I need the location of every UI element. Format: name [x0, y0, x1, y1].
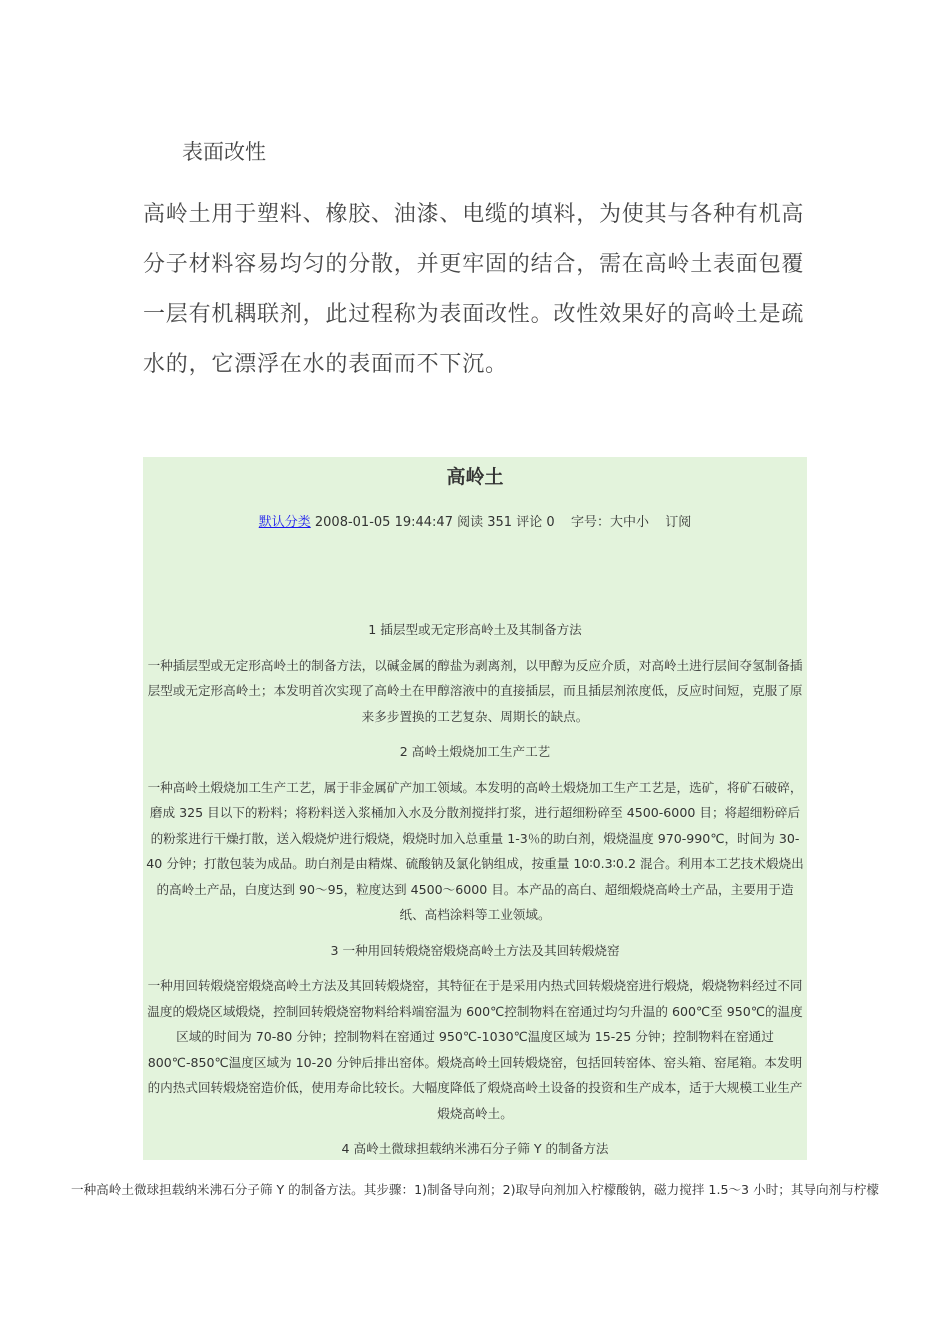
article-panel — [143, 457, 807, 1160]
section-heading: 表面改性 — [182, 140, 266, 164]
section-2-body: 一种高岭土煅烧加工生产工艺，属于非金属矿产加工领域。本发明的高岭土煅烧加工生产工艺是，选矿，将矿石破碎，磨成 325 目以下的粉料；将粉料送入浆桶加入水及分散剂搅拌打浆，进行超细粉碎至 4500-6000 目；将超细粉碎后的粉浆进行干燥打散，送入煅烧炉进行煅烧，煅烧时加入总重量 1-3％的助白剂，煅烧温度 970-990℃，时间为 30-40 分钟；打散包装为成品。助白剂是由精煤、硫酸钠及氯化钠组成，按重量 10∶0.3∶0.2 混合。利用本工艺技术煅烧出的高岭土产品，白度达到 90～95，粒度达到 4500～6000 目。本产品的高白、超细煅烧高岭土产品，主要用于造纸、高档涂料等工业领域。 — [146, 779, 804, 922]
category-link[interactable]: 默认分类 — [258, 515, 311, 530]
article-title: 高岭土 — [446, 466, 504, 488]
section-1-body: 一种插层型或无定形高岭土的制备方法，以碱金属的醇盐为剥离剂，以甲醇为反应介质，对高岭土进行层间夺氢制备插层型或无定形高岭土；本发明首次实现了高岭土在甲醇溶液中的直接插层，而且插层剂浓度低，反应时间短，克服了原来多步置换的工艺复杂、周期长的缺点。 — [147, 657, 803, 724]
intro-paragraph: 高岭土用于塑料、橡胶、油漆、电缆的填料，为使其与各种有机高分子材料容易均匀的分散，并更牢固的结合，需在高岭土表面包覆一层有机耦联剂，此过程称为表面改性。改性效果好的高岭土是疏水的，它漂浮在水的表面而不下沉。 — [143, 202, 805, 377]
section-4-body-overflow: 一种高岭土微球担载纳米沸石分子筛 Y 的制备方法。其步骤：1)制备导向剂；2)取导向剂加入柠檬酸钠，磁力搅拌 1.5～3 小时；其导向剂与柠檬 — [70, 1182, 880, 1197]
article-content — [143, 617, 807, 1172]
post-datetime: 2008-01-05 19:44:47 — [314, 515, 453, 530]
comments-count: 0 — [546, 515, 555, 530]
article-meta — [143, 511, 807, 530]
font-size-control[interactable]: 字号：大中小 — [570, 515, 649, 530]
section-3-body: 一种用回转煅烧窑煅烧高岭土方法及其回转煅烧窑，其特征在于是采用内热式回转煅烧窑进行煅烧，煅烧物料经过不同温度的煅烧区域煅烧，控制回转煅烧窑物料给料端窑温为 600℃控制物料在窑通过均匀升温的 600℃至 950℃的温度区域的时间为 70-80 分钟；控制物料在窑通过 950℃-1030℃温度区域为 15-25 分钟；控制物料在窑通过 800℃-850℃温度区域为 10-20 分钟后排出窑体。煅烧高岭土回转煅烧窑，包括回转窑体、窑头箱、窑尾箱。本发明的内热式回转煅烧窑造价低，使用寿命比较长。大幅度降低了煅烧高岭土设备的投资和生产成本，适于大规模工业生产煅烧高岭土。 — [147, 978, 803, 1121]
section-1-title: 1 插层型或无定形高岭土及其制备方法 — [368, 622, 582, 637]
section-4-title: 4 高岭土微球担载纳米沸石分子筛 Y 的制备方法 — [341, 1141, 609, 1156]
section-2-title: 2 高岭土煅烧加工生产工艺 — [399, 744, 551, 759]
reads-label: 阅读 — [457, 515, 484, 530]
subscribe-link[interactable]: 订阅 — [665, 515, 692, 530]
reads-count: 351 — [487, 515, 513, 530]
comments-label: 评论 — [516, 515, 543, 530]
section-3-title: 3 一种用回转煅烧窑煅烧高岭土方法及其回转煅烧窑 — [330, 942, 620, 958]
